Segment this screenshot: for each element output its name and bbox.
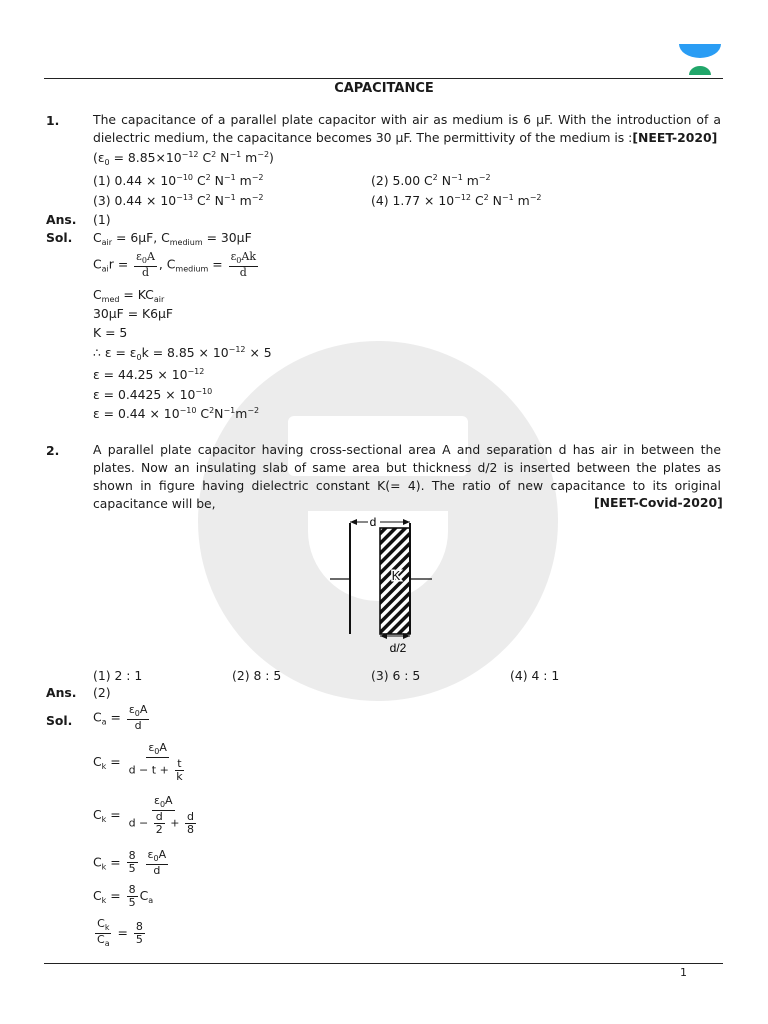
page-title: CAPACITANCE bbox=[334, 81, 434, 96]
option: (4) $1.77 \times 10^{-12}$ $C^2$ $N^{-1}$ $m^{-2}$ bbox=[371, 193, 542, 208]
figure-label-d: d bbox=[369, 515, 377, 529]
solution-line: $C_k$ = $\varepsilon_0A$ d − $\frac{d}{2}$ + $\frac{d}{8}$ bbox=[93, 794, 194, 836]
question-text: A parallel plate capacitor having cross-sectional area A and separation d has air in between the plates. Now an insulating slab of same area but thickness d/2 is inserted between the plates as shown in figure having dielectric constant K(= 4). The ratio of new capacitance to its original capacitance will be, bbox=[93, 442, 721, 511]
solution-line: $C_{med} = KC_{air}$ bbox=[93, 287, 165, 304]
option: (3) 6 : 5 bbox=[371, 668, 421, 683]
answer-label: Ans. bbox=[46, 685, 77, 700]
solution-line: $\varepsilon = 44.25 \times 10^{-12}$ bbox=[93, 367, 205, 382]
option: (2) 8 : 5 bbox=[232, 668, 282, 683]
solution-line: 30μF = K6μF bbox=[93, 306, 174, 321]
solution-label: Sol. bbox=[46, 230, 73, 245]
question-given: ($\varepsilon_0 = 8.85\times 10^{-12}$ $C^2$ $N^{-1}$ $m^{-2}$) bbox=[93, 150, 274, 167]
footer-rule bbox=[44, 963, 723, 964]
question-number: 2. bbox=[46, 443, 60, 458]
figure-label-d2: d/2 bbox=[389, 641, 407, 655]
capacitor-figure bbox=[320, 512, 450, 660]
solution-line: $C_k$ = $\varepsilon_0A$ d − t + $\frac{t}{k}$ bbox=[93, 741, 183, 783]
solution-line: $\varepsilon = 0.44 \times 10^{-10}$ $C^2N^{-1}m^{-2}$ bbox=[93, 406, 260, 421]
answer-value: (1) bbox=[93, 212, 111, 227]
solution-line: ∴ $\varepsilon = \varepsilon_0k = 8.85 \times 10^{-12} \times 5$ bbox=[93, 345, 272, 362]
option: (4) 4 : 1 bbox=[510, 668, 560, 683]
option: (2) 5.00 $C^2$ $N^{-1}$ $m^{-2}$ bbox=[371, 173, 491, 188]
solution-line: $C_{ai}r$ = $\frac{\varepsilon_0A}{d}$ , $C_{medium}$ = $\frac{\varepsilon_0Ak}{d}$ bbox=[93, 250, 256, 279]
question-text: The capacitance of a parallel plate capacitor with air as medium is 6 μF. With the introduction of a dielectric medium, the capacitance becomes 30 μF. The permittivity of the medium is :[NEET-2020] bbox=[93, 112, 721, 145]
option: (3) $0.44 \times 10^{-13}$ $C^2$ $N^{-1}$ $m^{-2}$ bbox=[93, 193, 264, 208]
question-tag: [NEET-Covid-2020] bbox=[594, 495, 723, 510]
page-number: 1 bbox=[680, 966, 687, 979]
option: (1) 2 : 1 bbox=[93, 668, 143, 683]
solution-line: $C_k$ = $\frac{8}{5}$ $C_a$ bbox=[93, 883, 154, 910]
solution-line: $\varepsilon = 0.4425 \times 10^{-10}$ bbox=[93, 387, 213, 402]
question-number: 1. bbox=[46, 113, 60, 128]
solution-line: K = 5 bbox=[93, 325, 128, 340]
figure-label-k: K bbox=[391, 568, 401, 583]
solution-label: Sol. bbox=[46, 713, 73, 728]
option: (1) $0.44 \times 10^{-10}$ $C^2$ $N^{-1}$ $m^{-2}$ bbox=[93, 173, 264, 188]
solution-line: $C_k$ = $\frac{8}{5}$ $\frac{\varepsilon_0A}{d}$ bbox=[93, 848, 167, 877]
solution-line: $C_{air} = 6\mu F$, $C_{medium} = 30\mu F$ bbox=[93, 230, 252, 247]
solution-line: $\frac{C_k}{C_a}$ = $\frac{8}{5}$ bbox=[97, 917, 143, 948]
header-rule bbox=[44, 78, 723, 79]
unacademy-logo-icon bbox=[678, 42, 722, 76]
solution-line: $C_a$ = $\frac{\varepsilon_0A}{d}$ bbox=[93, 703, 148, 732]
answer-value: (2) bbox=[93, 685, 111, 700]
answer-label: Ans. bbox=[46, 212, 77, 227]
